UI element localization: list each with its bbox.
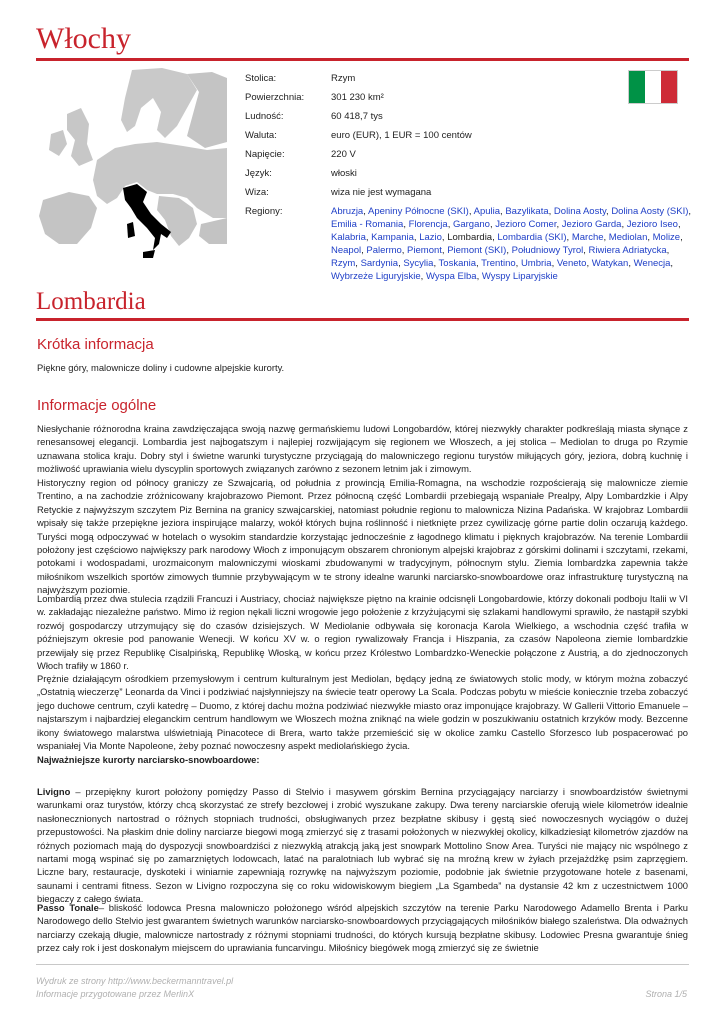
fact-label: Język: bbox=[245, 168, 272, 179]
footer-prepared-by: Informacje przygotowane przez MerlinX bbox=[36, 989, 195, 999]
fact-value: euro (EUR), 1 EUR = 100 centów bbox=[331, 130, 472, 141]
region-link[interactable]: Trentino bbox=[481, 258, 516, 269]
region-current: Lombardia bbox=[447, 232, 493, 243]
fact-visa bbox=[245, 186, 695, 199]
country-title: Włochy bbox=[36, 22, 131, 55]
regions-list: Abruzja, Apeniny Północne (SKI), Apulia, Bazylikata, Dolina Aosty, Dolina Aosty (SKI), Emilia - Romania, Florencja, Gargano, Jezioro Comer, Jezioro Garda, Jezioro Iseo, Kalabria, Kampania, Lazio, Lombardia, Lombardia (SKI), Marche, Mediolan, Molize, Neapol, Palermo, Piemont, Piemont (SKI), Południowy Tyrol, Riwiera Adriatycka, Rzym, Sardynia, Sycylia, Toskania, Trentino, Umbria, Veneto, Watykan, Wenecja, Wybrzeże Liguryjskie, Wyspa Elba, Wyspy Liparyjskie bbox=[331, 206, 692, 282]
fact-currency bbox=[245, 129, 695, 142]
fact-value: wiza nie jest wymagana bbox=[331, 187, 432, 198]
resort-description: – bliskość lodowca Presna malowniczo położonego wśród alpejskich szczytów na terenie Parku Narodowego Adamello Brenta i Parku Narodowego dello Stelvio jest gwarantem świetnych warunków narciarsko-snowboardowych przyciągających miłośników białego szaleństwa. Dla odważnych narciarzy czekają długie, malownicze nartostrady z różnymi stopniami trudności, do których kursują bezpłatne skibusy. Lodowiec Presna gwarantuje śnieg przez cały rok i jest doskonałym miejscem do uprawiania funcarvingu. Miłośnicy biegówek mogą zmierzyć się ze świetnie bbox=[37, 902, 689, 954]
region-link[interactable]: Wyspy Liparyjskie bbox=[481, 271, 558, 282]
country-facts bbox=[245, 72, 695, 289]
resort-livigno bbox=[37, 785, 688, 906]
region-link[interactable]: Kalabria bbox=[331, 232, 366, 243]
region-link[interactable]: Piemont (SKI) bbox=[447, 245, 507, 256]
europe-map-icon bbox=[37, 68, 227, 262]
italy-flag-icon bbox=[628, 70, 678, 104]
region-link[interactable]: Piemont bbox=[407, 245, 442, 256]
fact-language bbox=[245, 167, 695, 180]
fact-value: 220 V bbox=[331, 149, 356, 160]
region-link[interactable]: Veneto bbox=[556, 258, 587, 269]
flag-stripe-green bbox=[629, 71, 645, 103]
fact-label: Napięcie: bbox=[245, 149, 285, 160]
region-link[interactable]: Neapol bbox=[331, 245, 362, 256]
region-link[interactable]: Mediolan bbox=[608, 232, 648, 243]
region-link[interactable]: Lombardia (SKI) bbox=[497, 232, 567, 243]
region-link[interactable]: Gargano bbox=[452, 219, 490, 230]
region-link[interactable]: Wenecja bbox=[633, 258, 671, 269]
fact-population bbox=[245, 110, 695, 123]
resort-passo-tonale bbox=[37, 901, 688, 955]
resorts-heading: Najważniejsze kurorty narciarsko-snowboardowe: bbox=[37, 754, 260, 765]
region-link[interactable]: Apeniny Północne (SKI) bbox=[367, 206, 469, 217]
fact-label: Regiony: bbox=[245, 206, 283, 217]
region-divider bbox=[36, 318, 689, 321]
fact-label: Stolica: bbox=[245, 73, 277, 84]
resort-name: Passo Tonale bbox=[37, 902, 99, 913]
region-link[interactable]: Jezioro Comer bbox=[495, 219, 557, 230]
region-link[interactable]: Wybrzeże Liguryjskie bbox=[331, 271, 421, 282]
title-divider bbox=[36, 58, 689, 61]
footer-source: Wydruk ze strony http://www.beckermanntravel.pl bbox=[36, 976, 234, 986]
paragraph-intro: Niesłychanie różnorodna kraina zawdzięczająca swoją nazwę germańskiemu ludowi Longobardów, której niezwykły charakter podkreślają miasta słynące z renesansowej elegancji. Lombardia jest najbogatszym i najlepiej rozwijającym się regionem we Włoszech, a jej stolica – Mediolan to druga po Rzymie uznawana stolica kraju. Dobry styl i świetne warunki turystyczne przyciągają do malowniczego regionu turystów miłujących góry, jeziora, dobrą kuchnię i możliwość uprawiania wielu dyscyplin sportowych związanych zarówno z sezonem letnim jak i zimowym. bbox=[37, 423, 688, 475]
region-link[interactable]: Kampania bbox=[371, 232, 414, 243]
region-link[interactable]: Florencja bbox=[408, 219, 448, 230]
region-link[interactable]: Lazio bbox=[419, 232, 442, 243]
region-link[interactable]: Dolina Aosty bbox=[553, 206, 607, 217]
region-link[interactable]: Bazylikata bbox=[505, 206, 549, 217]
fact-voltage bbox=[245, 148, 695, 161]
region-link[interactable]: Marche bbox=[571, 232, 604, 243]
region-link[interactable]: Toskania bbox=[438, 258, 477, 269]
short-info-text: Piękne góry, malownicze doliny i cudowne alpejskie kurorty. bbox=[37, 362, 285, 373]
region-title: Lombardia bbox=[36, 288, 146, 315]
region-link[interactable]: Sycylia bbox=[403, 258, 434, 269]
region-link[interactable]: Dolina Aosty (SKI) bbox=[611, 206, 689, 217]
fact-value: 301 230 km² bbox=[331, 92, 384, 103]
europe-map-image bbox=[37, 68, 227, 262]
region-link[interactable]: Emilia - Romania bbox=[331, 219, 404, 230]
fact-value: Rzym bbox=[331, 73, 356, 84]
region-link[interactable]: Molize bbox=[652, 232, 681, 243]
fact-value: włoski bbox=[331, 168, 357, 179]
region-link[interactable]: Południowy Tyrol bbox=[511, 245, 584, 256]
region-link[interactable]: Watykan bbox=[591, 258, 629, 269]
region-link[interactable]: Jezioro Iseo bbox=[626, 219, 678, 230]
region-link[interactable]: Rzym bbox=[331, 258, 356, 269]
region-link[interactable]: Jezioro Garda bbox=[561, 219, 622, 230]
resort-description: – przepiękny kurort położony pomiędzy Passo di Stelvio i masywem górskim Bernina przyciągający narciarzy i snowboardzistów świetnymi warunkami oraz turystów, którzy chcą skorzystać ze strefy bezcłowej i zrobić wyszukane zakupy. Dwa tereny narciarskie oferują wiele kilometrów idealnie nasłonecznionych nartostrad o różnych stopniach trudności, obsługiwanych przez bezpłatne skibusy i gęstą sieć nowoczesnych wyciągów o dużej przepustowości. Na płaskim dnie doliny narciarze biegowi mogą zmierzyć się z trasami położonych w niezwykłej okolicy, kilkadziesiąt kilometrów zjazdów na różnych poziomach mają do dyspozycji snowboardziści z niezwykłą atrakcją jaką jest snowpark Mottolino Snow Area. Turyści nie mający nic wspólnego z nartami mogą wspinać się po zamarzniętych lodowcach, latać na paralotniach lub wybrać się na mroźną krew w żyłach przejażdżkę psim zaprzęgiem. Liczne bary, restauracje, dyskoteki i winiarnie zapewniają rozrywkę na najwyższym poziomie, podobnie jak świetnie przygotowane hotele z basenami, saunami i centrami fitness. Sezon w Livigno rozpoczyna się co roku widowiskowym biegiem „La Sgambeda” na dystansie 42 km z uczestnictwem 1000 biegaczy z całego świata. bbox=[37, 786, 688, 905]
region-link[interactable]: Sardynia bbox=[360, 258, 399, 269]
fact-label: Waluta: bbox=[245, 130, 277, 141]
fact-value: 60 418,7 tys bbox=[331, 111, 383, 122]
fact-label: Ludność: bbox=[245, 111, 284, 122]
region-link[interactable]: Abruzja bbox=[331, 206, 364, 217]
fact-regions bbox=[245, 205, 695, 283]
fact-label: Wiza: bbox=[245, 187, 269, 198]
paragraph-history: Lombardią przez dwa stulecia rządzili Francuzi i Austriacy, chociaż największe piętno na krainie odcisnęli Longobardowie, którzy dokonali podboju Italii w VI w. zakładając niezależne państwo. Mimo iż region nękali liczni wrogowie jego położenie z krzyżującymi się szlakami handlowymi sprawiło, że nastąpił szybki rozwój gospodarczy utrzymujący się do czasów dzisiejszych. W Mediolanie odbywała się koronacja Karola Wielkiego, a wschodnia część trafiła w późniejszym okresie pod panowanie Wenecji. W końcu XV w. o region rywalizowały Francja i Hiszpania, za czasów Napoleona ziemie lombardzkie przewijały się przez Republikę Cisalpińską, Republikę Włoską, w końcu przez Królestwo Lombardzko-Weneckie połączone z Austrią, a do zjednoczonych Włoch trafiły w 1860 r. bbox=[37, 593, 688, 672]
paragraph-geography: Historyczny region od północy graniczy ze Szwajcarią, od południa z prowincją Emilia-Romagna, na wschodzie rozpościerają się malownicze ziemie Trentino, a na zachodzie zróżnicowany krajobrazowo Piemont. Przez północną część Lombardii przebiegają wspaniałe Prealpy, Alpy Lombardzkie i Alpy Retyckie z najwyższym szczytem Piz Bernina na granicy szwajcarskiej, natomiast południe regionu to malownicza Nizina Padańska. W krajobraz Lombardii wpisały się także przepiękne jeziora inspirujące malarzy, wokół których bujna roślinność i nietknięte przez cywilizację górne partie dolin oczarują każdego. Turyści mogą odpoczywać w hotelach o wysokim standardzie korzystając jednocześnie z łagodnego klimatu i pięknych krajobrazów. Na terenie Lombardii położony jest częściowo największy park narodowy Włoch z imponującym obszarem chronionym alpejski krajobraz z górskimi dolinami i szczytami, rzekami, potokami i wodospadami, urozmaiconym malowniczymi wioskami zbudowanymi w tradycyjnym, północnym stylu. Ziemia lombardzka zapewnia także miłośnikom wszelkich sportów zimowych tłumnie przybywającym w te strony idealne warunki narciarsko-snowboardowe oraz infrastrukturę turystyczną na najwyższym poziomie. bbox=[37, 477, 688, 596]
general-info-heading: Informacje ogólne bbox=[37, 397, 157, 414]
footer-divider bbox=[36, 964, 689, 965]
flag-stripe-white bbox=[645, 71, 661, 103]
resort-name: Livigno bbox=[37, 786, 71, 797]
region-link[interactable]: Wyspa Elba bbox=[425, 271, 477, 282]
region-link[interactable]: Umbria bbox=[520, 258, 552, 269]
paragraph-milan: Prężnie działającym ośrodkiem przemysłowym i centrum kulturalnym jest Mediolan, będący jedną ze światowych stolic mody, w którym można zobaczyć „Ostatnią wieczerzę” Leonarda da Vinci i podziwiać najsłynniejszy na świecie teatr operowy La Scala. Podczas pobytu w mieście koniecznie trzeba zobaczyć jego duchowe centrum, czyli katedrę – Duomo, z której dachu można podziwiać niezwykłe miasto oraz imponujące krajobrazy. W Gallerii Vittorio Emanuele – najstarszym i najbardziej eleganckim centrum handlowym we Włoszech można zniknąć na wiele godzin w poszukiwaniu ostatnich krzyków mody. Bezcenne ikony światowego malarstwa ulświetniają Pinacotece di Brera, warto także przemieścić się w okolice zamku Castello Sforzesco lub pospacerować po wspaniałej Via Monte Napoleone, żeby poznać nowoczesny aspekt mediolańskiego życia. bbox=[37, 673, 688, 752]
flag-stripe-red bbox=[661, 71, 677, 103]
short-info-heading: Krótka informacja bbox=[37, 336, 154, 353]
region-link[interactable]: Palermo bbox=[366, 245, 402, 256]
region-link[interactable]: Riwiera Adriatycka bbox=[588, 245, 667, 256]
region-link[interactable]: Apulia bbox=[473, 206, 501, 217]
fact-label: Powierzchnia: bbox=[245, 92, 305, 103]
footer-page-number: Strona 1/5 bbox=[645, 989, 687, 999]
